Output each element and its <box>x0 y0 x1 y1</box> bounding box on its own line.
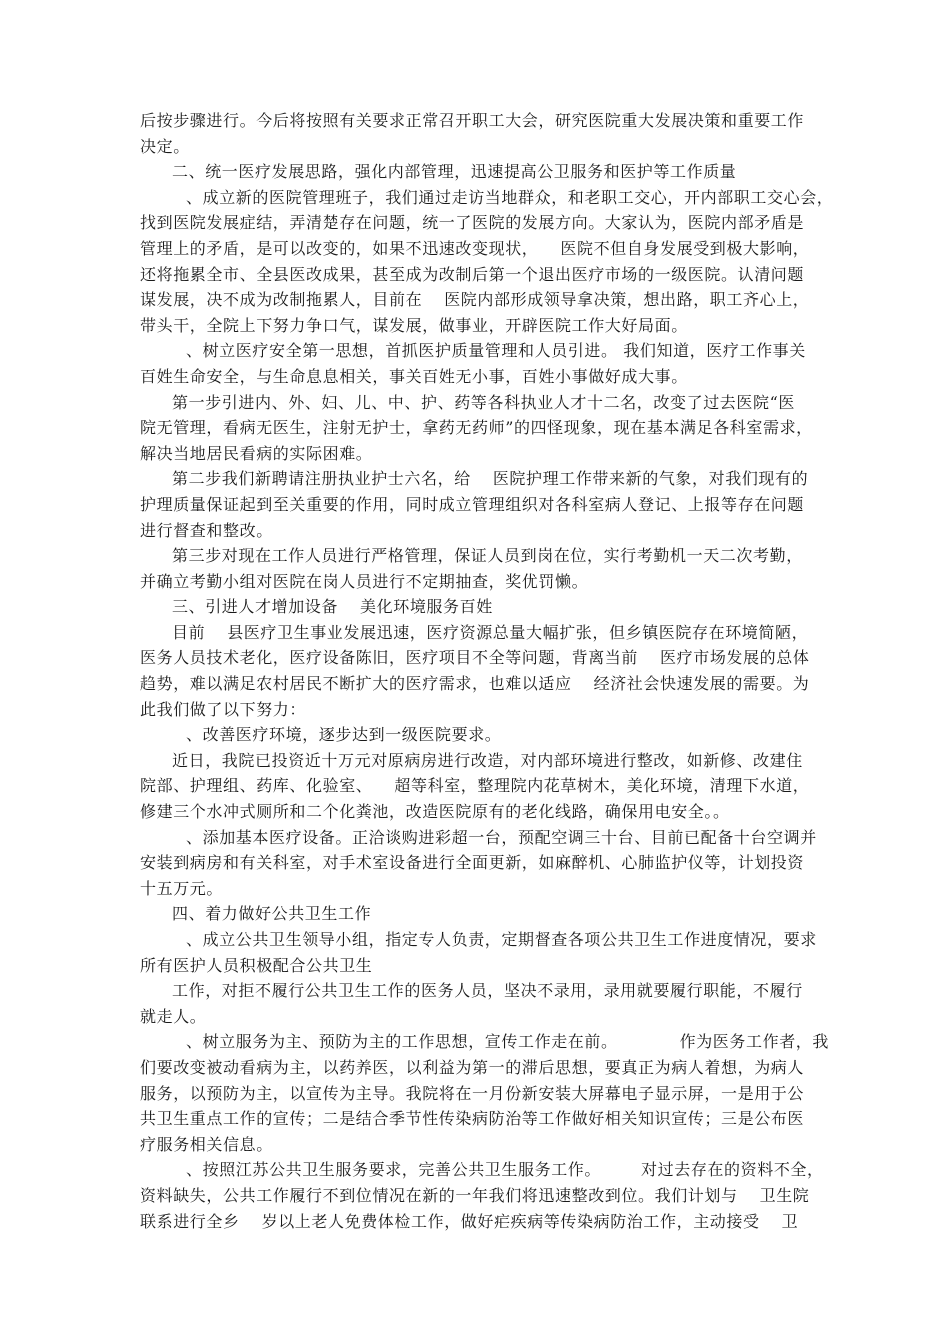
text-line: 找到医院发展症结，弄清楚存在问题，统一了医院的发展方向。大家认为，医院内部矛盾是 <box>140 213 805 233</box>
text-line: 修建三个水冲式厕所和二个化粪池，改造医院原有的老化线路，确保用电安全。。 <box>140 802 730 822</box>
text-line: 近日，我院已投资近十万元对原病房进行改造，对内部环境进行整改，如新修、改建住 <box>172 750 803 770</box>
text-line: 决定。 <box>140 136 190 156</box>
section-heading: 二、统一医疗发展思路，强化内部管理，迅速提高公卫服务和医护等工作质量 <box>172 162 737 182</box>
text-line: 医务人员技术老化，医疗设备陈旧，医疗项目不全等问题，背离当前 医疗市场发展的总体 <box>140 648 810 668</box>
text-line: 第三步对现在工作人员进行严格管理，保证人员到岗在位，实行考勤机一天二次考勤， <box>172 546 803 566</box>
text-line: 院无管理，看病无医生，注射无护士，拿药无药师”的四怪现象，现在基本满足各科室需求， <box>140 418 813 438</box>
section-heading: 三、引进人才增加设备 美化环境服务百姓 <box>172 597 493 617</box>
text-line: 资料缺失，公共工作履行不到位情况在新的一年我们将迅速整改到位。我们计划与 卫生院 <box>140 1185 810 1205</box>
text-line: 并确立考勤小组对医院在岗人员进行不定期抽查，奖优罚懒。 <box>140 571 589 591</box>
text-line: 护理质量保证起到至关重要的作用，同时成立管理组织对各科室病人登记、上报等存在问题 <box>140 494 805 514</box>
text-line: 服务，以预防为主，以宣传为主导。我院将在一月份新安装大屏幕电子显示屏，一是用于公 <box>140 1083 805 1103</box>
text-line: 、成立公共卫生领导小组，指定专人负责，定期督查各项公共卫生工作进度情况，要求 <box>186 930 817 949</box>
text-line: 院部、护理组、药库、化验室、 超等科室，整理院内花草树木，美化环境，清理下水道， <box>140 776 810 796</box>
text-line: 还将拖累全市、全县医改成果，甚至成为改制后第一个退出医疗市场的一级医院。认清问题 <box>140 264 805 284</box>
text-line: 十五万元。 <box>140 878 224 898</box>
text-line: 就走人。 <box>140 1006 207 1026</box>
text-line: 解决当地居民看病的实际困难。 <box>140 443 373 463</box>
text-line: 目前 县医疗卫生事业发展迅速，医疗资源总量大幅扩张，但乡镇医院存在环境简陋， <box>172 622 809 642</box>
text-line: 趋势，难以满足农村居民不断扩大的医疗需求，也难以适应 经济社会快速发展的需要。为 <box>140 674 810 694</box>
text-line: 第二步我们新聘请注册执业护士六名，给 医院护理工作带来新的气象，对我们现有的 <box>172 469 809 489</box>
text-line: 、成立新的医院管理班子，我们通过走访当地群众，和老职工交心，开内部职工交心会， <box>186 187 834 207</box>
text-line: 疗服务相关信息。 <box>140 1134 273 1154</box>
text-line: 谋发展，决不成为改制拖累人，目前在 医院内部形成领导拿决策，想出路，职工齐心上， <box>140 290 810 310</box>
section-heading: 四、着力做好公共卫生工作 <box>172 904 372 924</box>
text-line: 后按步骤进行。今后将按照有关要求正常召开职工大会，研究医院重大发展决策和重要工作 <box>140 111 805 130</box>
text-line: 所有医护人员积极配合公共卫生 <box>140 955 373 975</box>
text-line: 们要改变被动看病为主，以药养医，以利益为第一的滞后思想，要真正为病人着想，为病人 <box>140 1057 805 1077</box>
text-line: 、按照江苏公共卫生服务要求，完善公共卫生服务工作。 对过去存在的资料不全， <box>186 1160 824 1180</box>
text-line: 、添加基本医疗设备。正洽谈购进彩超一台，预配空调三十台、目前已配备十台空调并 <box>186 827 817 847</box>
text-line: 联系进行全乡 岁以上老人免费体检工作，做好疟疾病等传染病防治工作，主动接受 卫 <box>140 1211 799 1231</box>
text-line: 、树立医疗安全第一思想，首抓医护质量管理和人员引进。 我们知道，医疗工作事关 <box>186 341 806 361</box>
text-line: 共卫生重点工作的宣传；二是结合季节性传染病防治等工作做好相关知识宣传；三是公布医 <box>140 1109 805 1129</box>
text-line: 百姓生命安全，与生命息息相关，事关百姓无小事，百姓小事做好成大事。 <box>140 366 688 386</box>
text-line: 工作，对拒不履行公共卫生工作的医务人员，坚决不录用，录用就要履行职能，不履行 <box>172 981 803 1001</box>
text-line: 第一步引进内、外、妇、儿、中、护、药等各科执业人才十二名，改变了过去医院“医 <box>172 392 795 412</box>
text-line: 带头干，全院上下努力争口气，谋发展，做事业，开辟医院工作大好局面。 <box>140 315 688 335</box>
text-line: 安装到病房和有关科室，对手术室设备进行全面更新，如麻醉机、心肺监护仪等，计划投资 <box>140 853 805 873</box>
text-line: 、改善医疗环境，逐步达到一级医院要求。 <box>186 725 502 745</box>
text-line: 进行督查和整改。 <box>140 520 273 540</box>
text-line: 管理上的矛盾，是可以改变的，如果不迅速改变现状， 医院不但自身发展受到极大影响， <box>140 238 810 258</box>
text-line: 此我们做了以下努力： <box>140 699 307 719</box>
document-body <box>140 108 834 1234</box>
text-line: 、树立服务为主、预防为主的工作思想，宣传工作走在前。 作为医务工作者，我 <box>186 1032 830 1052</box>
